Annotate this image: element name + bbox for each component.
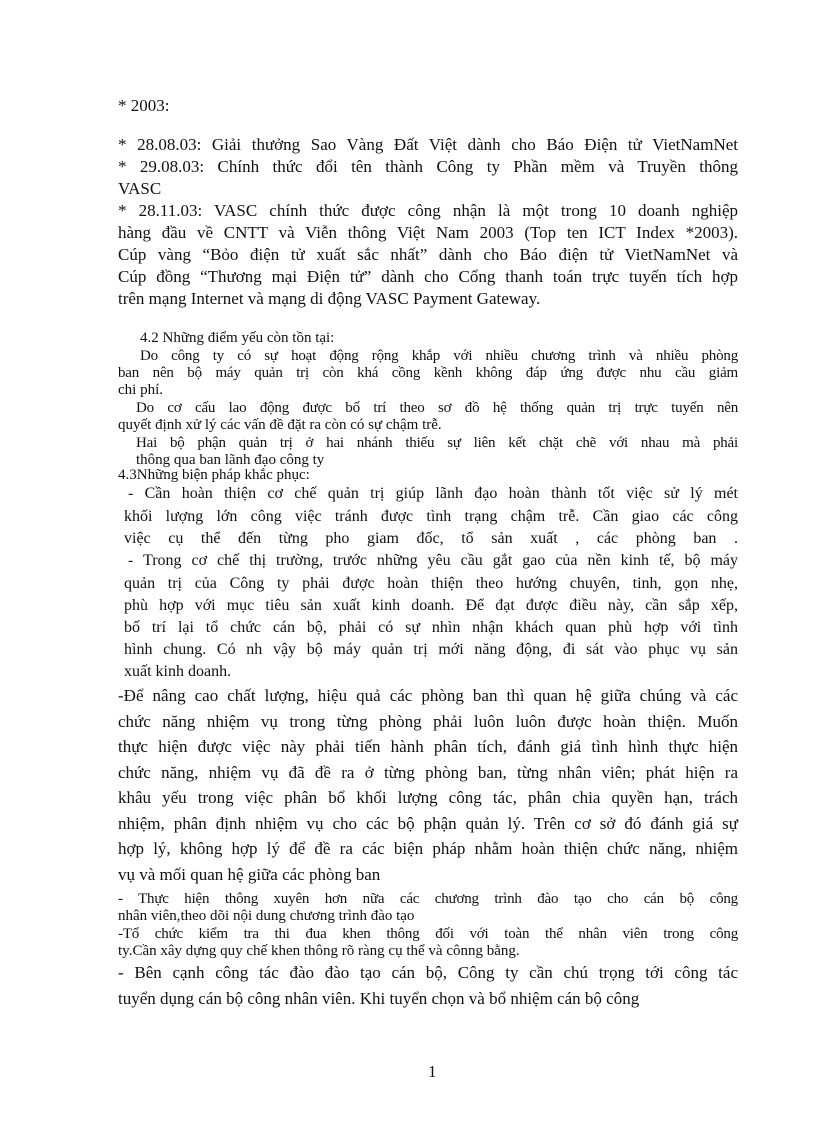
paragraph-line: - Thực hiện thông xuyên hơn nữa các chương trình đào tạo cho cán bộ công	[118, 891, 738, 907]
paragraph-line: thực hiện được việc này phải tiến hành phân tích, đánh giá tình hình thực hiện	[118, 737, 738, 756]
milestone-line: trên mạng Internet và mạng di động VASC Payment Gateway.	[118, 289, 541, 308]
milestone-line: * 28.11.03: VASC chính thức được công nhận là một trong 10 doanh nghiệp	[118, 201, 738, 220]
paragraph-line: -Tổ chức kiểm tra thi đua khen thông đối với toàn thể nhân viên trong công	[118, 926, 738, 942]
milestone-line: hàng đầu về CNTT và Viễn thông Việt Nam 2003 (Top ten ICT Index *2003).	[118, 223, 738, 242]
paragraph-line: Do cơ cấu lao động được bố trí theo sơ đồ hệ thống quản trị trực tuyến nên	[136, 400, 738, 416]
milestone-heading-2003: * 2003:	[118, 96, 170, 115]
paragraph-line: ty.Cần xây dựng quy chế khen thông rõ ràng cụ thể và cônng bằng.	[118, 943, 520, 959]
paragraph-line: Do công ty có sự hoạt động rộng khắp với nhiều chương trình và nhiều phòng	[140, 348, 738, 364]
remedy-line: - Trong cơ chế thị trường, trước những yêu cầu gắt gao của nền kinh tế, bộ máy	[128, 552, 738, 569]
remedy-line: bố trí lại tổ chức cán bộ, phải có sự nhìn nhận khách quan phù hợp với tình	[124, 619, 738, 636]
milestone-line: VASC	[118, 179, 162, 198]
paragraph-line: Hai bộ phận quản trị ở hai nhánh thiếu sự liên kết chặt chẽ với nhau mà phải	[136, 435, 738, 451]
paragraph-line: vụ và mối quan hệ giữa các phòng ban	[118, 865, 381, 884]
paragraph-line: chức năng nhiệm vụ trong từng phòng phải luôn luôn được hoàn thiện. Muốn	[118, 712, 738, 731]
milestone-line: Cúp đồng “Thương mại Điện tử” dành cho Cổng thanh toán trực tuyến tích hợp	[118, 267, 738, 286]
paragraph-line: khâu yếu trong việc phân bổ khối lượng công tác, phân chia quyền hạn, trách	[118, 788, 738, 807]
remedy-line: - Cần hoàn thiện cơ chế quản trị giúp lãnh đạo hoàn thành tốt việc sử lý mét	[128, 485, 738, 502]
milestone-line: * 28.08.03: Giải thưởng Sao Vàng Đất Việt dành cho Báo Điện tử VietNamNet	[118, 135, 738, 154]
paragraph-line: nhiệm, phân định nhiệm vụ cho các bộ phận quản lý. Trên cơ sở đó đánh giá sự	[118, 814, 738, 833]
remedy-line: việc cụ thể đến từng pho giam đốc, tổ sản xuất , các phòng ban .	[124, 530, 738, 547]
remedy-line: quản trị của Công ty phải được hoàn thiện theo hướng chuyên, tinh, gọn nhẹ,	[124, 575, 738, 592]
section-heading-4-2: 4.2 Những điểm yếu còn tồn tại:	[140, 330, 335, 346]
paragraph-line: nhân viên,theo dõi nội dung chương trình đào tạo	[118, 908, 415, 924]
milestone-line: Cúp vàng “Bỏo điện tử xuất sắc nhất” dành cho Báo điện tử VietNamNet và	[118, 245, 738, 264]
page-number: 1	[428, 1062, 437, 1081]
paragraph-line: thông qua ban lãnh đạo công ty	[136, 452, 325, 468]
paragraph-line: hợp lý, không hợp lý để đề ra các biện pháp nhằm hoàn thiện chức năng, nhiệm	[118, 839, 738, 858]
paragraph-line: - Bên cạnh công tác đào đào tạo cán bộ, Công ty cần chú trọng tới công tác	[118, 963, 738, 982]
remedy-line: khối lượng lớn công việc tránh được tình trạng chậm trễ. Cần giao các công	[124, 508, 738, 525]
paragraph-line: tuyển dụng cán bộ công nhân viên. Khi tuyển chọn và bổ nhiệm cán bộ công	[118, 989, 640, 1008]
remedy-line: xuất kinh doanh.	[124, 663, 232, 680]
paragraph-line: chi phí.	[118, 382, 163, 398]
paragraph-line: quyết định xử lý các vấn đề đặt ra còn có sự chậm trễ.	[118, 417, 442, 433]
paragraph-line: -Để nâng cao chất lượng, hiệu quả các phòng ban thì quan hệ giữa chúng và các	[118, 686, 738, 705]
paragraph-line: ban nên bộ máy quản trị còn khá cồng kềnh không đáp ứng được nhu cầu giảm	[118, 365, 738, 381]
milestone-line: * 29.08.03: Chính thức đổi tên thành Công ty Phần mềm và Truyền thông	[118, 157, 738, 176]
paragraph-line: chức năng, nhiệm vụ đã đề ra ở từng phòng ban, từng nhân viên; phát hiện ra	[118, 763, 738, 782]
remedy-line: phù hợp với mục tiêu sản xuất kinh doanh. Để đạt được điều này, cần sắp xếp,	[124, 597, 738, 614]
remedy-line: hình chung. Có nh vậy bộ máy quản trị mới năng động, đi sát vào phục vụ sản	[124, 641, 738, 658]
section-heading-4-3: 4.3Những biện pháp khắc phục:	[118, 467, 310, 483]
